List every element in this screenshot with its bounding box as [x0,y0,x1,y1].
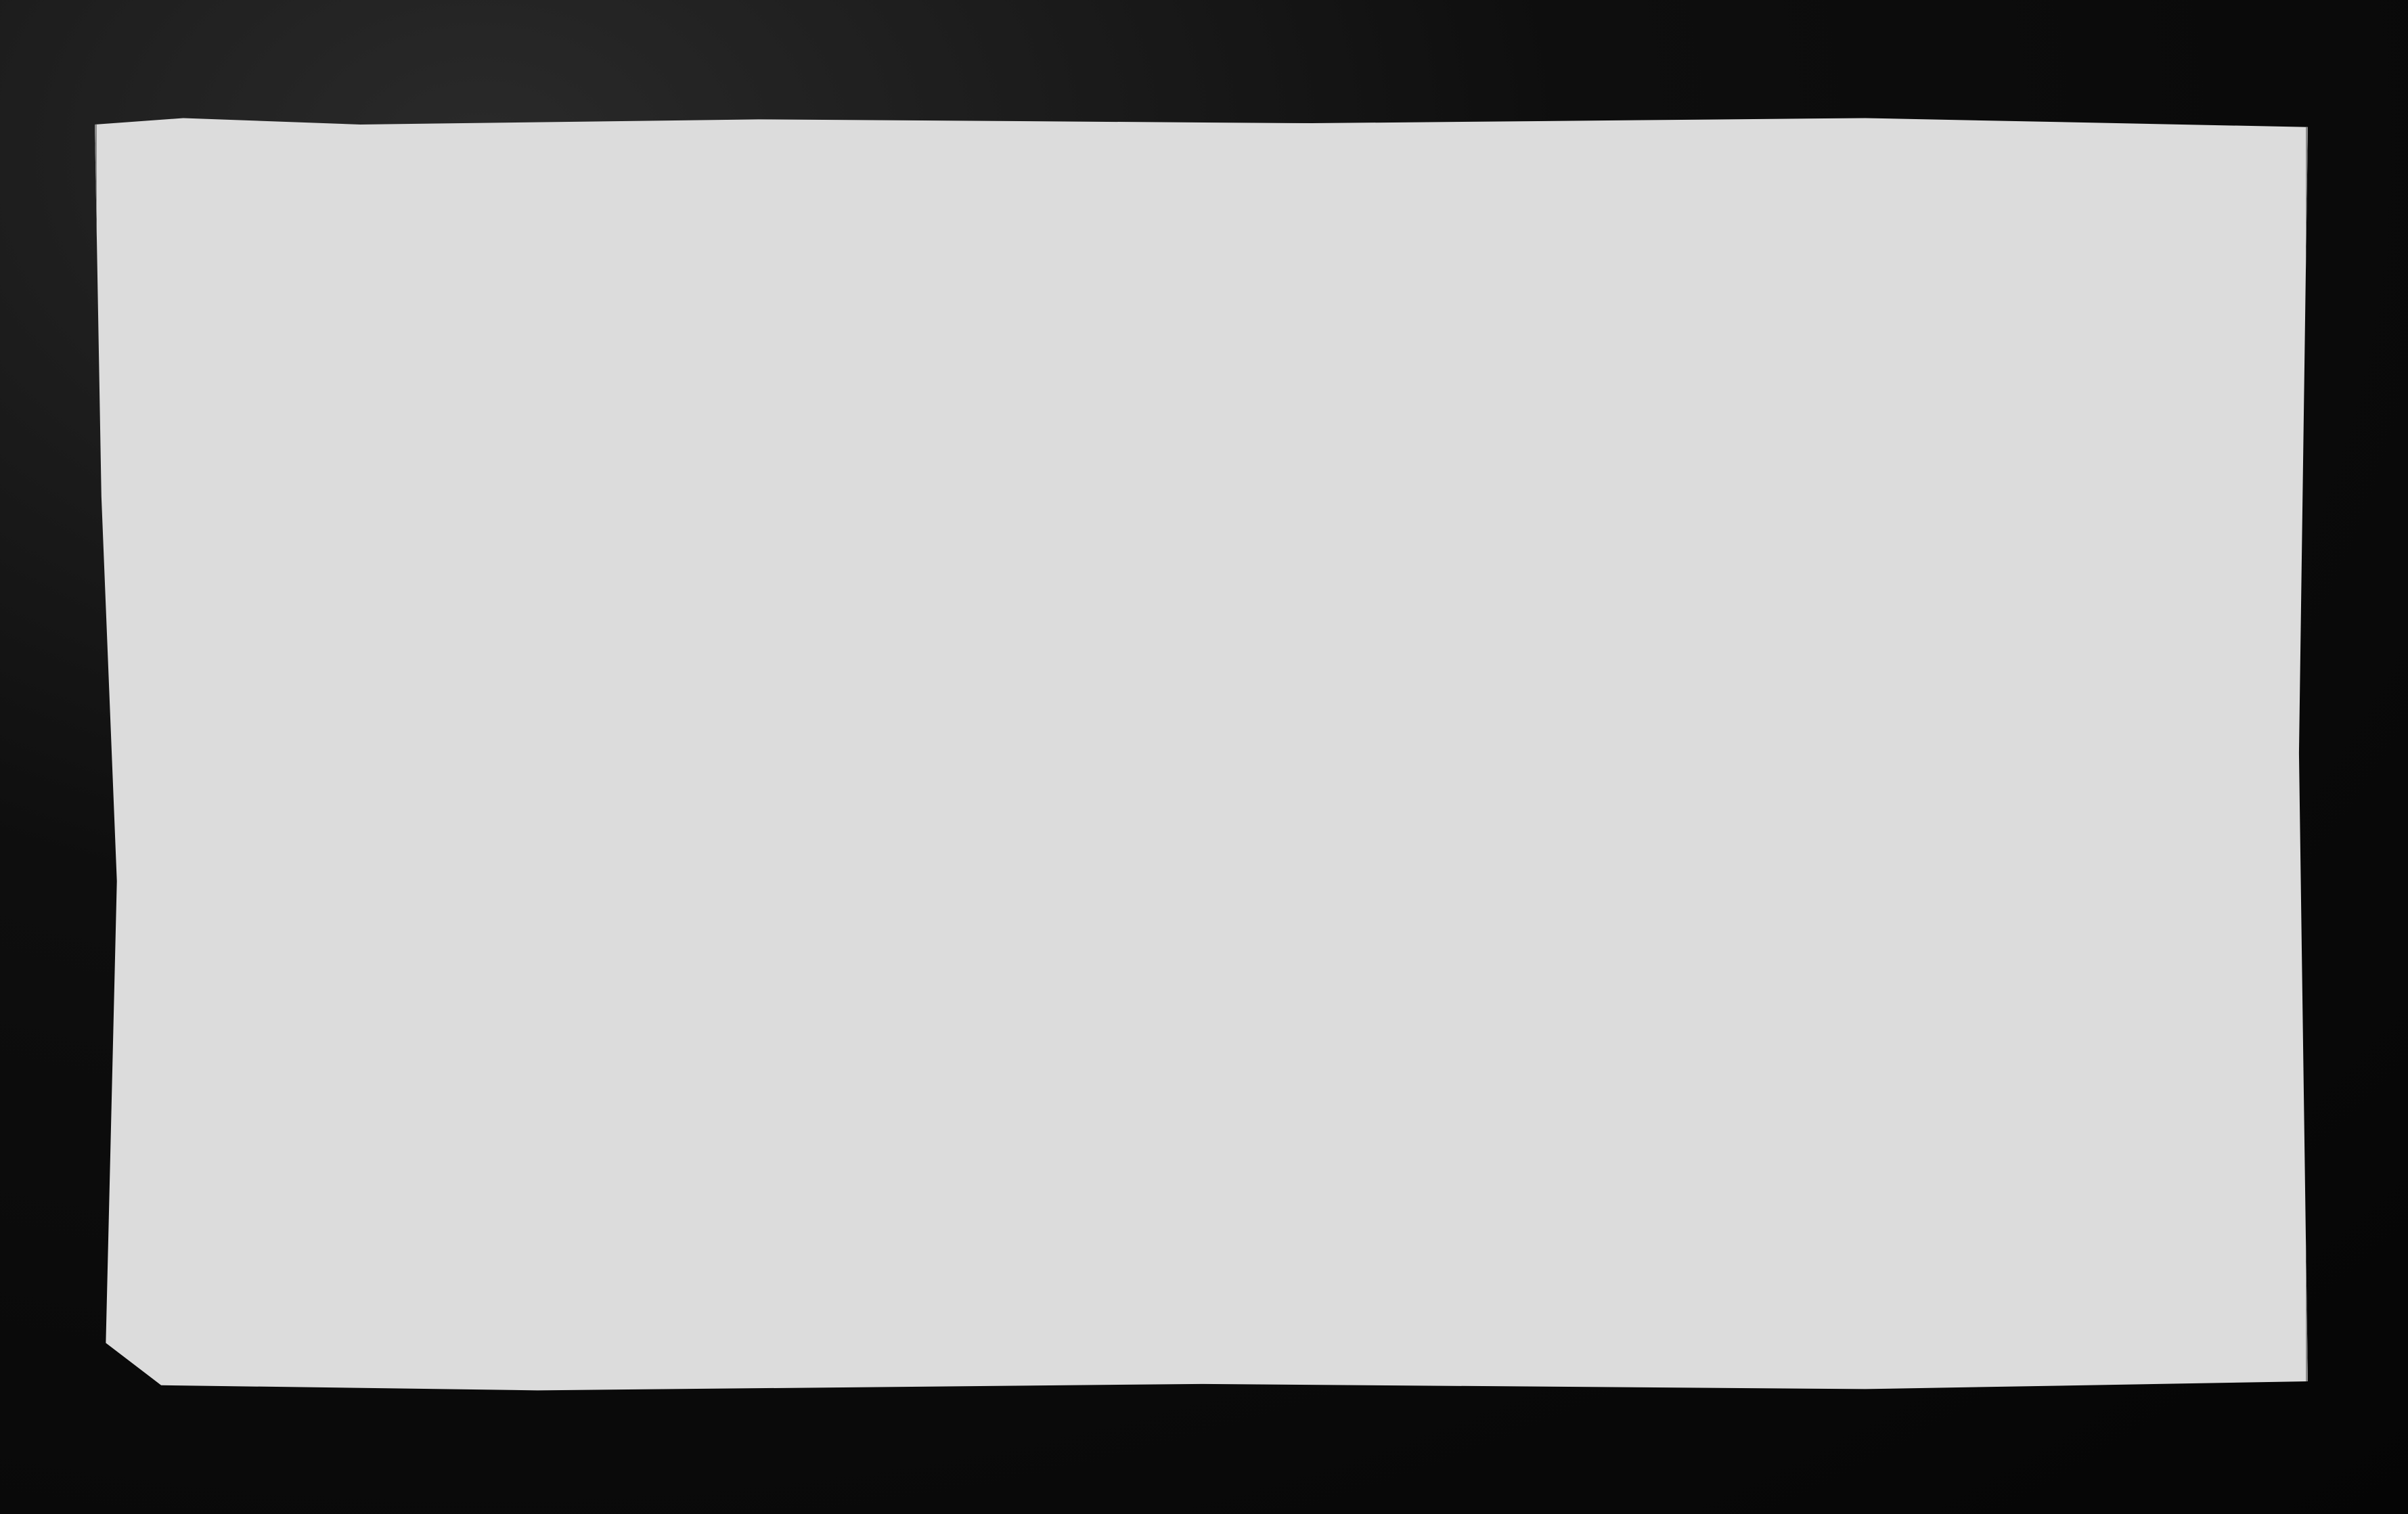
census-card [95,112,2308,1394]
